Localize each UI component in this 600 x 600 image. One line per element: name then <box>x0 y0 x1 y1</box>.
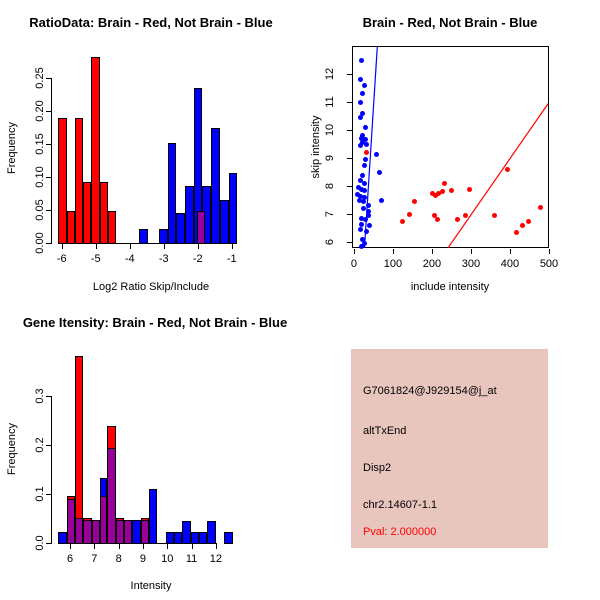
x-tick-mark <box>393 249 394 254</box>
hist-bar-blue <box>139 229 148 244</box>
hist-bar-blue <box>174 532 182 544</box>
scatter-point-blue <box>364 229 369 234</box>
hist-bar-blue <box>185 186 194 244</box>
x-tick-mark <box>119 544 120 549</box>
info-line-1: G7061824@J929154@j_at <box>363 385 497 397</box>
hist-bar-purple <box>83 520 91 545</box>
x-tick-mark <box>216 544 217 549</box>
info-line-4: chr2.14607-1.1 <box>363 499 437 511</box>
hist-bar-purple <box>100 496 107 544</box>
scatter-point-red <box>412 199 417 204</box>
x-tick-label: 7 <box>91 553 98 565</box>
y-axis-line <box>51 396 52 544</box>
x-tick-label: 8 <box>115 553 122 565</box>
hist-bar-purple <box>124 520 132 545</box>
hist-bar-purple <box>197 211 205 244</box>
hist-bar-blue <box>132 520 140 545</box>
scatter-ylabel: skip intensity <box>310 115 322 179</box>
x-tick-label: 12 <box>209 553 223 565</box>
info-line-3: Disp2 <box>363 462 392 474</box>
y-tick-mark <box>46 78 51 79</box>
x-tick-label: 100 <box>383 258 403 270</box>
x-tick-label: -6 <box>56 253 67 265</box>
x-tick-label: 9 <box>139 553 147 565</box>
hist-bar-blue <box>224 532 233 544</box>
y-tick-label: 10 <box>324 124 336 137</box>
x-tick-label: 11 <box>185 553 198 565</box>
y-tick-label: 0.05 <box>34 199 46 221</box>
y-tick-label: 8 <box>324 183 336 190</box>
scatter-point-blue <box>359 58 364 63</box>
info-line-5: Pval: 2.000000 <box>363 526 437 538</box>
x-tick-mark <box>143 544 144 549</box>
scatter-point-blue <box>363 125 368 130</box>
hist-bar-red <box>75 356 83 544</box>
y-tick-mark <box>46 144 51 145</box>
x-tick-label: 6 <box>67 553 74 565</box>
info-line-2: altTxEnd <box>363 425 407 437</box>
y-tick-mark <box>46 111 51 112</box>
hist-bar-red <box>100 182 108 244</box>
scatter-point-blue <box>359 222 364 227</box>
hist-bar-blue <box>191 532 200 544</box>
scatter-point-blue <box>362 181 367 186</box>
scatter-point-red <box>467 187 472 192</box>
hist-bar-blue <box>229 173 238 244</box>
x-tick-mark <box>549 249 550 254</box>
hist-bar-blue <box>159 229 168 244</box>
x-tick-label: -1 <box>226 253 237 265</box>
y-tick-mark <box>46 396 51 397</box>
y-tick-label: 9 <box>324 155 336 162</box>
hist-bar-red <box>75 118 83 244</box>
y-tick-label: 0.25 <box>34 67 46 90</box>
y-tick-label: 7 <box>324 211 336 218</box>
y-tick-label: 0.10 <box>34 166 46 188</box>
x-tick-mark <box>354 249 355 254</box>
scatter-point-blue <box>362 83 367 88</box>
red-fit-line <box>448 104 548 248</box>
hist-bar-purple <box>107 448 116 544</box>
x-tick-label: -4 <box>124 253 135 265</box>
scatter-point-blue <box>360 173 365 178</box>
y-tick-label: 0.00 <box>34 232 46 254</box>
y-tick-mark <box>46 243 51 244</box>
hist-bar-blue <box>166 532 174 544</box>
scatter-point-blue <box>359 244 364 249</box>
x-tick-label: 0 <box>350 258 357 270</box>
hist-bar-red <box>91 57 99 244</box>
y-tick-mark <box>46 445 51 446</box>
scatter-point-blue <box>358 100 363 105</box>
x-tick-label: 300 <box>461 258 481 270</box>
y-tick-label: 0.20 <box>34 100 46 123</box>
hist-bar-blue <box>58 532 66 544</box>
hist-bar-red <box>67 211 75 244</box>
y-tick-label: 6 <box>324 239 336 246</box>
y-tick-label: 0.2 <box>34 437 46 453</box>
scatter-point-red <box>514 230 519 235</box>
x-tick-label: -5 <box>90 253 101 265</box>
scatter-title: Brain - Red, Not Brain - Blue <box>362 15 538 30</box>
x-tick-mark <box>130 244 131 249</box>
y-tick-mark <box>46 210 51 211</box>
hist-bar-blue <box>207 521 216 544</box>
scatter-point-blue <box>362 163 367 168</box>
scatter-point-blue <box>358 227 363 232</box>
ratio-hist-xlabel: Log2 Ratio Skip/Include <box>92 281 210 293</box>
scatter-point-red <box>407 212 412 217</box>
hist-bar-blue <box>176 213 185 244</box>
x-tick-mark <box>432 249 433 254</box>
scatter-point-red <box>449 188 454 193</box>
hist-bar-blue <box>211 128 220 244</box>
y-tick-mark <box>46 494 51 495</box>
x-tick-mark <box>198 244 199 249</box>
hist-bar-red <box>108 211 116 244</box>
fit-lines-layer <box>352 46 549 248</box>
y-tick-label: 0.0 <box>34 535 46 551</box>
y-tick-label: 11 <box>324 96 336 108</box>
x-tick-mark <box>70 544 71 549</box>
x-tick-mark <box>164 244 165 249</box>
x-tick-mark <box>510 249 511 254</box>
gene-hist-title: Gene Itensity: Brain - Red, Not Brain - Blue <box>22 315 288 330</box>
x-tick-mark <box>167 544 168 549</box>
y-axis-line <box>51 78 52 244</box>
hist-bar-blue <box>168 143 176 244</box>
hist-bar-purple <box>75 518 83 544</box>
scatter-point-red <box>520 223 525 228</box>
x-tick-mark <box>62 244 63 249</box>
scatter-point-blue <box>377 170 382 175</box>
hist-bar-purple <box>92 520 100 545</box>
x-tick-mark <box>94 544 95 549</box>
y-tick-label: 12 <box>324 67 336 81</box>
hist-bar-purple <box>141 520 150 545</box>
x-tick-label: 500 <box>539 258 559 270</box>
ratio-hist-ylabel: Frequency <box>6 122 18 174</box>
hist-bar-purple <box>67 499 76 544</box>
hist-bar-blue <box>199 532 207 544</box>
hist-bar-purple <box>116 520 124 545</box>
y-tick-mark <box>46 543 51 544</box>
y-tick-mark <box>46 177 51 178</box>
x-tick-label: -3 <box>158 253 169 265</box>
scatter-point-blue <box>379 198 384 203</box>
x-tick-label: -2 <box>192 253 203 265</box>
y-tick-label: 0.3 <box>34 388 46 404</box>
x-tick-label: 10 <box>161 553 174 565</box>
hist-bar-red <box>58 118 66 244</box>
x-tick-label: 400 <box>500 258 520 270</box>
x-tick-mark <box>471 249 472 254</box>
x-tick-mark <box>96 244 97 249</box>
scatter-point-blue <box>358 77 363 82</box>
scatter-point-blue <box>374 152 379 157</box>
info-box <box>351 349 548 548</box>
hist-bar-blue <box>182 521 190 544</box>
hist-bar-red <box>83 182 91 244</box>
x-tick-label: 200 <box>422 258 442 270</box>
ratio-hist-title: RatioData: Brain - Red, Not Brain - Blue <box>29 15 273 30</box>
x-tick-mark <box>232 244 233 249</box>
x-tick-mark <box>192 544 193 549</box>
y-tick-label: 0.15 <box>34 133 46 155</box>
scatter-xlabel: include intensity <box>410 281 490 293</box>
gene-hist-ylabel: Frequency <box>6 423 18 475</box>
hist-bar-blue <box>149 489 157 544</box>
hist-bar-blue <box>220 200 228 244</box>
gene-hist-xlabel: Intensity <box>130 580 172 592</box>
y-tick-label: 0.1 <box>34 486 46 502</box>
